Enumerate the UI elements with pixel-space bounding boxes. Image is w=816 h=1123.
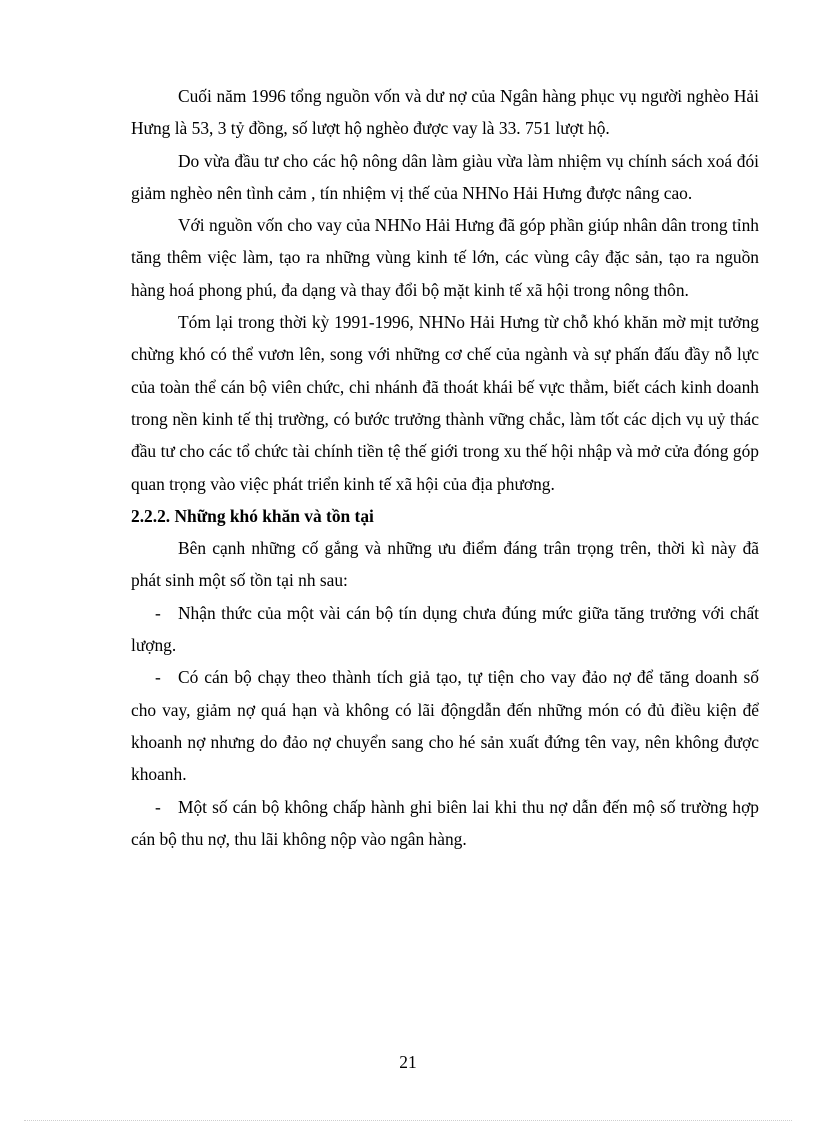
paragraph-2: Do vừa đầu tư cho các hộ nông dân làm giàu vừa làm nhiệm vụ chính sách xoá đói giảm nghèo nên tình cảm , tín nhiệm vị thế của NHNo Hải Hưng được nâng cao. — [131, 150, 759, 203]
bullet-text: Một số cán bộ không chấp hành ghi biên lai khi thu nợ dẫn đến mộ số trường hợp cán bộ thu nợ, thu lãi không nộp vào ngân hàng. — [131, 796, 759, 849]
section-heading: 2.2.2. Những khó khăn và tồn tại — [131, 505, 374, 526]
bullet-marker: - — [155, 796, 161, 817]
page-content — [131, 80, 759, 855]
paragraph-4: Tóm lại trong thời kỳ 1991-1996, NHNo Hải Hưng từ chỗ khó khăn mờ mịt tưởng chừng khó có thể vươn lên, song với những cơ chế của ngành và sự phấn đấu đầy nỗ lực của toàn thể cán bộ viên chức, chi nhánh đã thoát khái bế vực thẳm, biết cách kinh doanh trong nền kinh tế thị trường, có bước trưởng thành vững chắc, làm tốt các dịch vụ uỷ thác đầu tư cho các tổ chức tài chính tiền tệ thế giới trong xu thế hội nhập và mở cửa đóng góp quan trọng vào việc phát triển kinh tế xã hội của địa phương. — [131, 312, 759, 494]
section-intro: Bên cạnh những cố gắng và những ưu điểm đáng trân trọng trên, thời kì này đã phát sinh một số tồn tại nh sau: — [131, 538, 759, 591]
paragraph-3: Với nguồn vốn cho vay của NHNo Hải Hưng đã góp phần giúp nhân dân trong tỉnh tăng thêm việc làm, tạo ra những vùng kinh tế lớn, các vùng cây đặc sản, tạo ra nguồn hàng hoá phong phú, đa dạng và thay đổi bộ mặt kinh tế xã hội trong nông thôn. — [131, 215, 759, 300]
bullet-text: Có cán bộ chạy theo thành tích giả tạo, tự tiện cho vay đảo nợ để tăng doanh số cho vay, giảm nợ quá hạn và không có lãi độngdẫn đến những món có đủ điều kiện để khoanh nợ nhưng do đảo nợ chuyển sang cho hé sản xuất đứng tên vay, nên không được khoanh. — [131, 667, 759, 785]
bullet-marker: - — [155, 667, 161, 688]
list-item — [131, 791, 759, 856]
list-item — [131, 597, 759, 662]
bullet-marker: - — [155, 602, 161, 623]
page-bottom-border — [24, 1120, 792, 1121]
list-item — [131, 661, 759, 790]
paragraph-1: Cuối năm 1996 tổng nguồn vốn và dư nợ của Ngân hàng phục vụ người nghèo Hải Hưng là 53, 3 tỷ đồng, số lượt hộ nghèo được vay là 33. 751 lượt hộ. — [131, 86, 759, 139]
bullet-text: Nhận thức của một vài cán bộ tín dụng chưa đúng mức giữa tăng trưởng với chất lượng. — [131, 602, 759, 656]
page-number: 21 — [399, 1052, 417, 1072]
